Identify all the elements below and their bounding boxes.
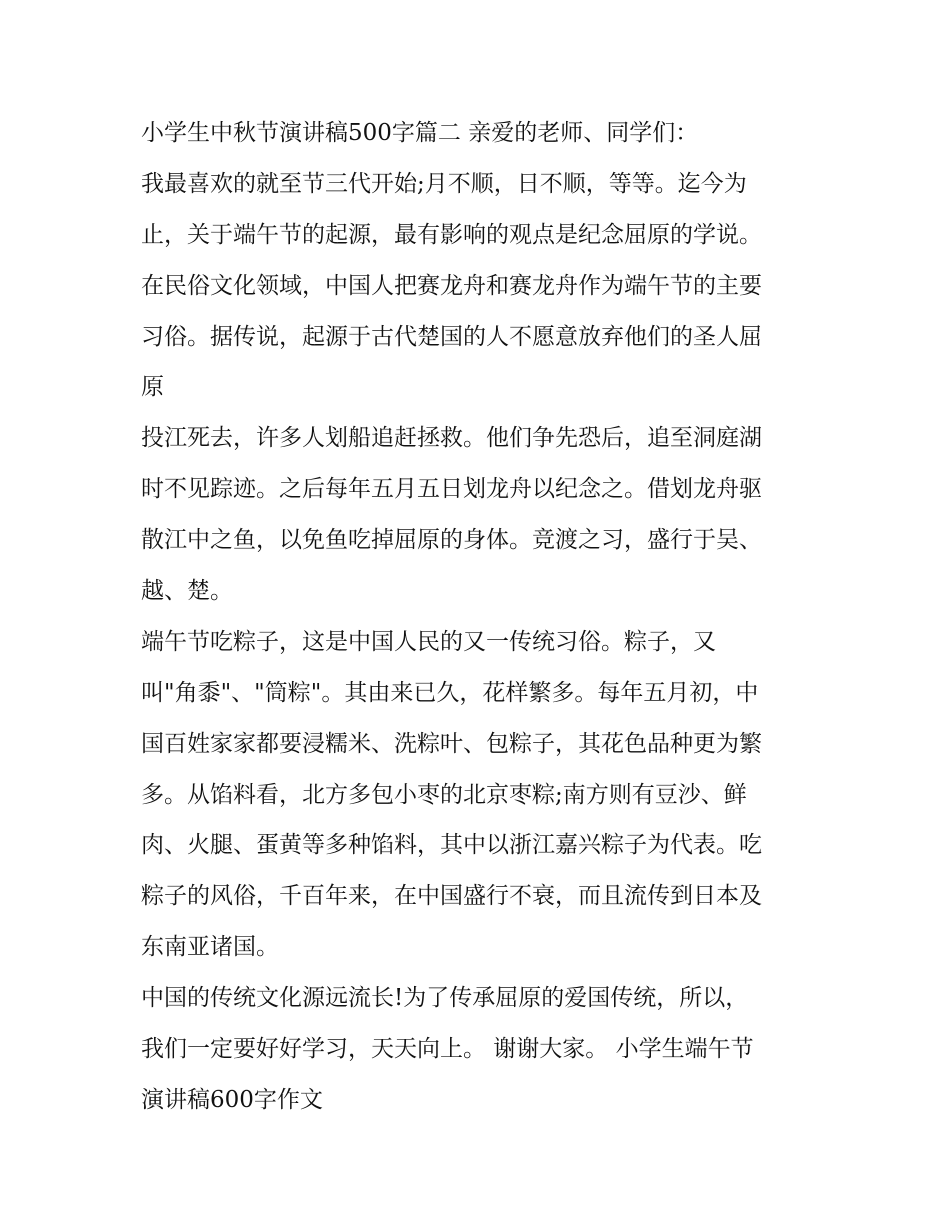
- text-line: 演讲稿600字作文: [141, 1086, 323, 1113]
- text-line: 我最喜欢的就至节三代开始;月不顺，日不顺，等等。迄今为: [141, 170, 747, 197]
- text-line: 小学生中秋节演讲稿500字篇二 亲爱的老师、同学们：: [141, 120, 699, 146]
- text-line: 时不见踪迹。之后每年五月五日划龙舟以纪念之。借划龙舟驱: [141, 476, 762, 503]
- text-line: 中国的传统文化源远流长!为了传承屈原的爱国传统，所以，: [141, 985, 749, 1012]
- text-line: 止，关于端午节的起源，最有影响的观点是纪念屈原的学说。: [141, 221, 762, 248]
- text-line: 投江死去，许多人划船追赶拯救。他们争先恐后，追至洞庭湖: [141, 425, 762, 452]
- text-line: 我们一定要好好学习，天天向上。 谢谢大家。 小学生端午节: [141, 1036, 754, 1063]
- text-line: 原: [141, 374, 164, 401]
- text-line: 叫"角黍"、"筒粽"。其由来已久，花样繁多。每年五月初，中: [141, 679, 759, 706]
- text-line: 在民俗文化领域，中国人把赛龙舟和赛龙舟作为端午节的主要: [141, 272, 762, 299]
- text-line: 习俗。据传说，起源于古代楚国的人不愿意放弃他们的圣人屈: [141, 323, 762, 350]
- text-line: 散江中之鱼，以免鱼吃掉屈原的身体。竞渡之习，盛行于吴、: [141, 527, 762, 554]
- text-line: 越、楚。: [141, 578, 233, 605]
- text-line: 东南亚诸国。: [141, 934, 279, 961]
- text-line: 粽子的风俗，千百年来，在中国盛行不衰，而且流传到日本及: [141, 883, 762, 910]
- text-line: 肉、火腿、蛋黄等多种馅料，其中以浙江嘉兴粽子为代表。吃: [141, 832, 762, 859]
- document-body: [141, 108, 821, 1126]
- text-line: 国百姓家家都要浸糯米、洗粽叶、包粽子，其花色品种更为繁: [141, 730, 762, 757]
- text-line: 端午节吃粽子，这是中国人民的又一传统习俗。粽子，又: [141, 628, 716, 655]
- text-line: 多。从馅料看，北方多包小枣的北京枣粽;南方则有豆沙、鲜: [141, 781, 747, 808]
